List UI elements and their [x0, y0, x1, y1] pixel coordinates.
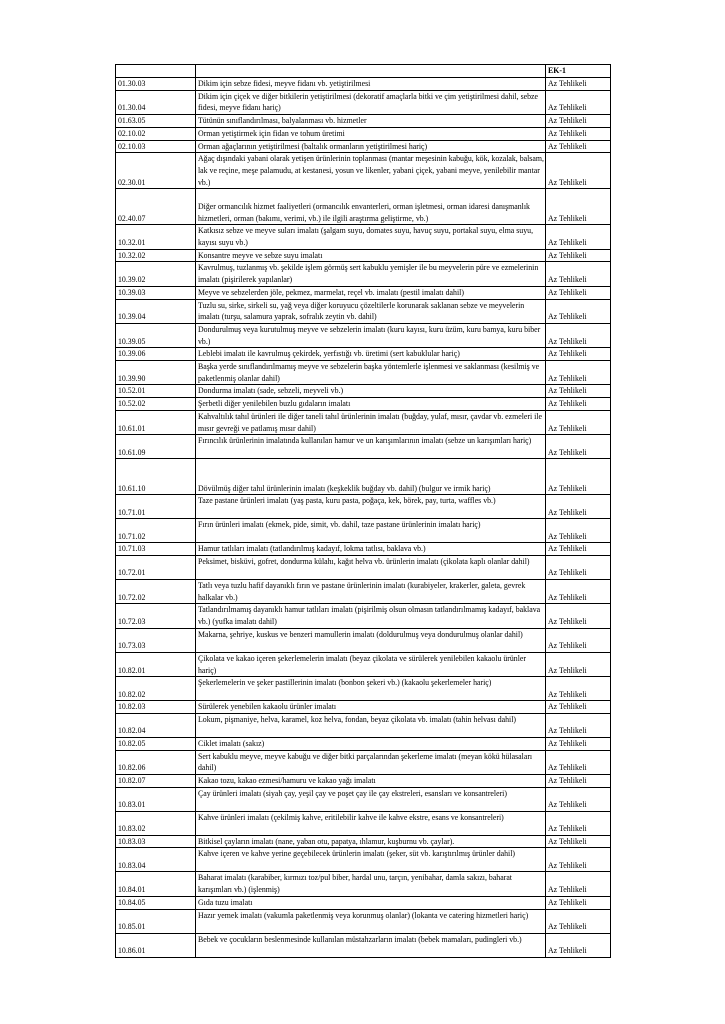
hazard-class-cell: Az Tehlikeli — [546, 225, 611, 249]
hazard-class-cell: Az Tehlikeli — [546, 385, 611, 398]
activity-code-cell: 10.39.06 — [116, 348, 196, 361]
activity-code-cell: 10.39.90 — [116, 361, 196, 385]
activity-description-cell: Gıda tuzu imalatı — [196, 896, 546, 909]
hazard-class-cell: Az Tehlikeli — [546, 775, 611, 788]
activity-description-cell: Dondurulmuş veya kurutulmuş meyve ve sebzelerin imalatı (kuru kayısı, kuru üzüm, kuru bamya, kuru biber vb.) — [196, 323, 546, 347]
table-row — [116, 848, 611, 872]
activity-code-cell: 02.10.02 — [116, 127, 196, 140]
activity-code-cell: 02.30.01 — [116, 153, 196, 189]
activity-code-cell: 10.52.02 — [116, 398, 196, 411]
table-row — [116, 249, 611, 262]
activity-code-cell: 10.71.01 — [116, 495, 196, 519]
hazard-class-cell: Az Tehlikeli — [546, 811, 611, 835]
table-row — [116, 323, 611, 347]
activity-description-cell: Şerbetli diğer yenilebilen buzlu gıdaların imalatı — [196, 398, 546, 411]
activity-description-cell: Kakao tozu, kakao ezmesi/hamuru ve kakao yağı imalatı — [196, 775, 546, 788]
table-row — [116, 495, 611, 519]
activity-description-cell: Fırıncılık ürünlerinin imalatında kullanılan hamur ve un karışımlarının imalatı (sebze un karışımları hariç) — [196, 435, 546, 459]
hazard-class-cell: Az Tehlikeli — [546, 848, 611, 872]
activity-code-cell: 02.40.07 — [116, 189, 196, 225]
activity-code-cell: 10.82.02 — [116, 677, 196, 701]
activity-description-cell: Diğer ormancılık hizmet faaliyetleri (ormancılık envanterleri, orman işletmesi, orman idaresi danışmanlık hizmetleri, orman (bakımı, verimi, vb.) ile ilgili araştırma geliştirme, vb.) — [196, 189, 546, 225]
activity-code-cell: 10.32.01 — [116, 225, 196, 249]
header-annex-label: EK-1 — [546, 65, 611, 78]
table-row — [116, 435, 611, 459]
activity-description-cell: Dondurma imalatı (sade, sebzeli, meyveli vb.) — [196, 385, 546, 398]
activity-code-cell: 10.52.01 — [116, 385, 196, 398]
activity-description-cell: Konsantre meyve ve sebze suyu imalatı — [196, 249, 546, 262]
activity-code-cell: 10.61.10 — [116, 459, 196, 495]
hazard-class-cell: Az Tehlikeli — [546, 713, 611, 737]
activity-code-cell: 10.39.03 — [116, 286, 196, 299]
activity-description-cell: Ciklet imalatı (sakız) — [196, 737, 546, 750]
table-row — [116, 933, 611, 957]
activity-code-cell: 01.30.04 — [116, 90, 196, 114]
table-row — [116, 78, 611, 91]
activity-code-cell: 10.82.05 — [116, 737, 196, 750]
activity-code-cell: 10.82.04 — [116, 713, 196, 737]
activity-code-cell: 10.82.06 — [116, 750, 196, 774]
hazard-class-cell: Az Tehlikeli — [546, 459, 611, 495]
activity-code-cell: 10.82.07 — [116, 775, 196, 788]
table-row — [116, 189, 611, 225]
activity-description-cell: Dövülmüş diğer tahıl ürünlerinin imalatı (keşkeklik buğday vb. dahil) (bulgur ve irmik hariç) — [196, 459, 546, 495]
activity-description-cell: Tatlandırılmamış dayanıklı hamur tatlıları imalatı (pişirilmiş olsun olmasın tatlandırılmamış kadayıf, baklava vb.) (yufka imalatı dahil) — [196, 604, 546, 628]
table-row — [116, 579, 611, 603]
activity-code-cell: 10.39.02 — [116, 262, 196, 286]
hazard-class-cell: Az Tehlikeli — [546, 750, 611, 774]
activity-description-cell: Meyve ve sebzelerden jöle, pekmez, marmelat, reçel vb. imalatı (pestil imalatı dahil) — [196, 286, 546, 299]
hazard-class-cell: Az Tehlikeli — [546, 628, 611, 652]
activity-code-cell: 10.82.01 — [116, 652, 196, 676]
table-row — [116, 385, 611, 398]
table-row — [116, 604, 611, 628]
table-row — [116, 262, 611, 286]
activity-code-cell: 10.83.04 — [116, 848, 196, 872]
hazard-class-cell: Az Tehlikeli — [546, 323, 611, 347]
hazard-class-cell: Az Tehlikeli — [546, 677, 611, 701]
activity-description-cell: Katkısız sebze ve meyve suları imalatı (şalgam suyu, domates suyu, havuç suyu, portakal suyu, elma suyu, kayısı suyu vb.) — [196, 225, 546, 249]
table-row — [116, 361, 611, 385]
activity-code-cell: 10.85.01 — [116, 909, 196, 933]
activity-description-cell: Makarna, şehriye, kuskus ve benzeri mamullerin imalatı (doldurulmuş veya dondurulmuş olanlar dahil) — [196, 628, 546, 652]
activity-code-cell: 10.83.02 — [116, 811, 196, 835]
activity-description-cell: Çay ürünleri imalatı (siyah çay, yeşil çay ve poşet çay ile çay ekstreleri, esansları ve konsantreleri) — [196, 787, 546, 811]
hazard-class-cell: Az Tehlikeli — [546, 140, 611, 153]
activity-description-cell: Lokum, pişmaniye, helva, karamel, koz helva, fondan, beyaz çikolata vb. imalatı (tahin helvası dahil) — [196, 713, 546, 737]
activity-description-cell: Çikolata ve kakao içeren şekerlemelerin imalatı (beyaz çikolata ve sürülerek yenilebilen kakaolu ürünler hariç) — [196, 652, 546, 676]
table-row — [116, 811, 611, 835]
activity-code-cell: 10.73.03 — [116, 628, 196, 652]
hazard-class-cell: Az Tehlikeli — [546, 398, 611, 411]
activity-description-cell: Orman ağaçlarının yetiştirilmesi (baltalık ormanların yetiştirilmesi hariç) — [196, 140, 546, 153]
header-description-cell — [196, 65, 546, 78]
hazard-class-cell: Az Tehlikeli — [546, 652, 611, 676]
activity-code-cell: 10.82.03 — [116, 701, 196, 714]
hazard-class-cell: Az Tehlikeli — [546, 115, 611, 128]
table-row — [116, 140, 611, 153]
activity-description-cell: Kavrulmuş, tuzlanmış vb. şekilde işlem görmüş sert kabuklu yemişler ile bu meyvelerin püre ve ezmelerinin imalatı (pişirilerek yapılanlar) — [196, 262, 546, 286]
activity-code-cell: 01.30.03 — [116, 78, 196, 91]
table-row — [116, 115, 611, 128]
activity-code-cell: 10.72.03 — [116, 604, 196, 628]
hazard-class-cell: Az Tehlikeli — [546, 153, 611, 189]
header-code-cell — [116, 65, 196, 78]
activity-code-cell: 10.86.01 — [116, 933, 196, 957]
hazard-class-cell: Az Tehlikeli — [546, 579, 611, 603]
table-row — [116, 519, 611, 543]
table-row — [116, 750, 611, 774]
activity-description-cell: Dikim için sebze fidesi, meyve fidanı vb. yetiştirilmesi — [196, 78, 546, 91]
document-page — [115, 64, 610, 958]
hazard-class-cell: Az Tehlikeli — [546, 299, 611, 323]
activity-description-cell: Fırın ürünleri imalatı (ekmek, pide, simit, vb. dahil, taze pastane ürünlerinin imalatı hariç) — [196, 519, 546, 543]
table-header-row — [116, 65, 611, 78]
activity-code-cell: 01.63.05 — [116, 115, 196, 128]
table-row — [116, 543, 611, 556]
table-row — [116, 775, 611, 788]
table-row — [116, 348, 611, 361]
hazard-class-cell: Az Tehlikeli — [546, 604, 611, 628]
activity-description-cell: Dikim için çiçek ve diğer bitkilerin yetiştirilmesi (dekoratif amaçlarla bitki ve çim yetiştirilmesi dahil, sebze fidesi, meyve fidanı hariç) — [196, 90, 546, 114]
hazard-class-cell: Az Tehlikeli — [546, 495, 611, 519]
activity-description-cell: Bitkisel çayların imalatı (nane, yaban otu, papatya, ıhlamur, kuşburnu vb. çaylar). — [196, 835, 546, 848]
table-row — [116, 410, 611, 434]
activity-code-cell: 10.39.04 — [116, 299, 196, 323]
activity-code-cell: 10.83.03 — [116, 835, 196, 848]
activity-description-cell: Orman yetiştirmek için fidan ve tohum üretimi — [196, 127, 546, 140]
activity-description-cell: Tatlı veya tuzlu hafif dayanıklı fırın ve pastane ürünlerinin imalatı (kurabiyeler, krakerler, galeta, gevrek halkalar vb.) — [196, 579, 546, 603]
hazard-class-cell: Az Tehlikeli — [546, 555, 611, 579]
table-row — [116, 398, 611, 411]
hazard-class-cell: Az Tehlikeli — [546, 872, 611, 896]
hazard-class-cell: Az Tehlikeli — [546, 896, 611, 909]
activity-code-cell: 10.71.03 — [116, 543, 196, 556]
table-row — [116, 896, 611, 909]
hazard-class-cell: Az Tehlikeli — [546, 933, 611, 957]
hazard-class-cell: Az Tehlikeli — [546, 835, 611, 848]
hazard-class-cell: Az Tehlikeli — [546, 127, 611, 140]
activity-description-cell: Kahve içeren ve kahve yerine geçebilecek ürünlerin imalatı (şeker, süt vb. karıştırılmış ürünler dahil) — [196, 848, 546, 872]
activity-code-cell: 10.61.09 — [116, 435, 196, 459]
activity-code-cell: 10.72.01 — [116, 555, 196, 579]
activity-code-cell: 10.84.05 — [116, 896, 196, 909]
table-row — [116, 909, 611, 933]
table-row — [116, 713, 611, 737]
table-row — [116, 299, 611, 323]
activity-description-cell: Sürülerek yenebilen kakaolu ürünler imalatı — [196, 701, 546, 714]
hazard-class-cell: Az Tehlikeli — [546, 543, 611, 556]
activity-code-cell: 10.39.05 — [116, 323, 196, 347]
activity-description-cell: Şekerlemelerin ve şeker pastillerinin imalatı (bonbon şekeri vb.) (kakaolu şekerlemeler hariç) — [196, 677, 546, 701]
hazard-class-cell: Az Tehlikeli — [546, 787, 611, 811]
activity-code-cell: 10.32.02 — [116, 249, 196, 262]
table-row — [116, 225, 611, 249]
activity-risk-table — [115, 64, 611, 958]
table-row — [116, 872, 611, 896]
activity-description-cell: Başka yerde sınıflandırılmamış meyve ve sebzelerin başka yöntemlerle işlenmesi ve saklanması (kesilmiş ve paketlenmiş olanlar dahil) — [196, 361, 546, 385]
activity-description-cell: Bebek ve çocukların beslenmesinde kullanılan müstahzarların imalatı (bebek mamaları, pudingleri vb.) — [196, 933, 546, 957]
hazard-class-cell: Az Tehlikeli — [546, 348, 611, 361]
hazard-class-cell: Az Tehlikeli — [546, 262, 611, 286]
activity-description-cell: Hazır yemek imalatı (vakumla paketlenmiş veya korunmuş olanlar) (lokanta ve catering hizmetleri hariç) — [196, 909, 546, 933]
activity-description-cell: Tuzlu su, sirke, sirkeli su, yağ veya diğer koruyucu çözeltilerle korunarak saklanan sebze ve meyvelerin imalatı (turşu, salamura yaprak, sofralık zeytin vb. dahil) — [196, 299, 546, 323]
hazard-class-cell: Az Tehlikeli — [546, 286, 611, 299]
activity-description-cell: Peksimet, bisküvi, gofret, dondurma külahı, kağıt helva vb. ürünlerin imalatı (çikolata kaplı olanlar dahil) — [196, 555, 546, 579]
activity-description-cell: Taze pastane ürünleri imalatı (yaş pasta, kuru pasta, poğaça, kek, börek, pay, turta, waffles vb.) — [196, 495, 546, 519]
activity-description-cell: Hamur tatlıları imalatı (tatlandırılmış kadayıf, lokma tatlısı, baklava vb.) — [196, 543, 546, 556]
hazard-class-cell: Az Tehlikeli — [546, 78, 611, 91]
hazard-class-cell: Az Tehlikeli — [546, 189, 611, 225]
activity-code-cell: 10.84.01 — [116, 872, 196, 896]
table-row — [116, 652, 611, 676]
activity-description-cell: Baharat imalatı (karabiber, kırmızı toz/pul biber, hardal unu, tarçın, yenibahar, damla sakızı, baharat karışımları vb.) (işlenmiş) — [196, 872, 546, 896]
hazard-class-cell: Az Tehlikeli — [546, 701, 611, 714]
table-row — [116, 459, 611, 495]
table-row — [116, 153, 611, 189]
hazard-class-cell: Az Tehlikeli — [546, 249, 611, 262]
hazard-class-cell: Az Tehlikeli — [546, 410, 611, 434]
activity-code-cell: 02.10.03 — [116, 140, 196, 153]
table-row — [116, 127, 611, 140]
table-row — [116, 835, 611, 848]
table-row — [116, 677, 611, 701]
activity-code-cell: 10.72.02 — [116, 579, 196, 603]
hazard-class-cell: Az Tehlikeli — [546, 435, 611, 459]
table-row — [116, 90, 611, 114]
activity-code-cell: 10.83.01 — [116, 787, 196, 811]
table-row — [116, 628, 611, 652]
hazard-class-cell: Az Tehlikeli — [546, 519, 611, 543]
activity-code-cell: 10.61.01 — [116, 410, 196, 434]
activity-description-cell: Leblebi imalatı ile kavrulmuş çekirdek, yerfıstığı vb. üretimi (sert kabuklular hariç) — [196, 348, 546, 361]
activity-description-cell: Kahve ürünleri imalatı (çekilmiş kahve, eritilebilir kahve ile kahve ekstre, esans ve konsantreleri) — [196, 811, 546, 835]
hazard-class-cell: Az Tehlikeli — [546, 737, 611, 750]
table-row — [116, 787, 611, 811]
activity-description-cell: Tütünün sınıflandırılması, balyalanması vb. hizmetler — [196, 115, 546, 128]
table-row — [116, 737, 611, 750]
table-row — [116, 701, 611, 714]
table-row — [116, 286, 611, 299]
hazard-class-cell: Az Tehlikeli — [546, 361, 611, 385]
hazard-class-cell: Az Tehlikeli — [546, 909, 611, 933]
table-row — [116, 555, 611, 579]
activity-description-cell: Ağaç dışındaki yabani olarak yetişen ürünlerinin toplanması (mantar meşesinin kabuğu, kök, kozalak, balsam, lak ve reçine, meşe palamudu, at kestanesi, yosun ve likenler, yabani çiçek, yabani meyve, yenilebilir mantar vb.) — [196, 153, 546, 189]
activity-code-cell: 10.71.02 — [116, 519, 196, 543]
activity-description-cell: Kahvaltılık tahıl ürünleri ile diğer taneli tahıl ürünlerinin imalatı (buğday, yulaf, mısır, çavdar vb. ezmeleri ile mısır gevreği ve patlamış mısır dahil) — [196, 410, 546, 434]
hazard-class-cell: Az Tehlikeli — [546, 90, 611, 114]
activity-description-cell: Sert kabuklu meyve, meyve kabuğu ve diğer bitki parçalarından şekerleme imalatı (meyan kökü hülasaları dahil) — [196, 750, 546, 774]
